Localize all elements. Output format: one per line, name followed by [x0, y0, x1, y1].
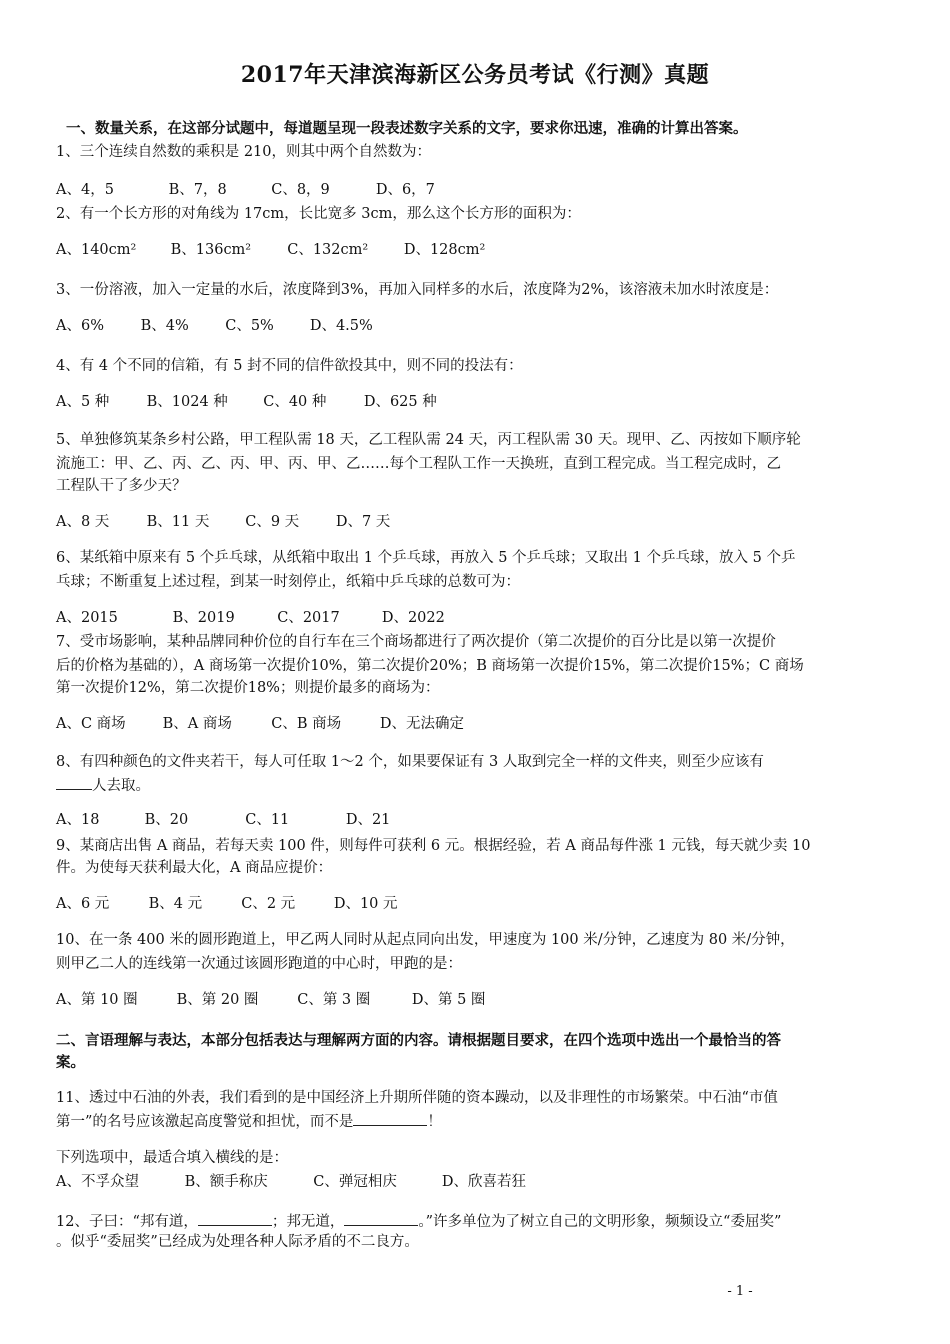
section-heading-verbal-line-2: 案。: [56, 1054, 85, 1071]
question-10-line-2: 则甲乙二人的连线第一次通过该圆形跑道的中心时，甲跑的是：: [56, 956, 462, 972]
option-a: A、4，5: [56, 182, 114, 198]
question-5-options: [56, 512, 896, 533]
option-c: C、2 元: [241, 896, 296, 912]
option-b: B、4 元: [148, 896, 203, 912]
question-6-options: [56, 608, 896, 629]
question-9-line-2: 件。为使每天获利最大化，A 商品应提价：: [56, 860, 333, 876]
question-8-options: [56, 810, 896, 831]
option-c: C、40 种: [263, 394, 327, 410]
option-a: A、6%: [56, 318, 104, 334]
question-8-line-1: 8、有四种颜色的文件夹若干，每人可任取 1～2 个，如果要保证有 3 人取到完全一样的文件夹，则至少应该有: [56, 754, 764, 770]
question-7-line-3: 第一次提价12%，第二次提价18%；则提价最多的商场为：: [56, 680, 440, 696]
option-c: C、弹冠相庆: [313, 1174, 397, 1190]
question-4-options: [56, 392, 896, 413]
question-12-text-a: 12、子曰：“邦有道，: [56, 1214, 198, 1230]
option-c: C、132cm²: [287, 242, 369, 258]
option-d: D、4.5%: [309, 318, 373, 334]
page-number: - 1 -: [727, 1284, 753, 1299]
option-b: B、7，8: [168, 182, 227, 198]
option-d: D、21: [345, 812, 391, 828]
question-1: 1、三个连续自然数的乘积是 210，则其中两个自然数为：: [56, 144, 432, 160]
option-c: C、8，9: [271, 182, 330, 198]
option-c: C、9 天: [245, 514, 300, 530]
question-5-line-3: 工程队干了多少天？: [56, 478, 187, 494]
option-b: B、1024 种: [146, 394, 228, 410]
question-9-line-1: 9、某商店出售 A 商品，若每天卖 100 件，则每件可获利 6 元。根据经验，若 A 商品每件涨 1 元钱，每天就少卖 10: [56, 838, 811, 854]
option-a: A、不孚众望: [56, 1174, 139, 1190]
question-6-line-2: 乓球；不断重复上述过程，到某一时刻停止，纸箱中乒乓球的总数可为：: [56, 574, 520, 590]
answer-blank: [56, 774, 92, 790]
question-1-options: [56, 180, 896, 201]
question-9-options: [56, 894, 896, 915]
question-11-prompt: 下列选项中，最适合填入横线的是：: [56, 1150, 288, 1166]
question-11-options: [56, 1172, 896, 1193]
question-12-line-2: 。似乎“委屈奖”已经成为处理各种人际矛盾的不二良方。: [56, 1234, 419, 1250]
option-c: C、第 3 圈: [297, 992, 371, 1008]
option-a: A、18: [56, 812, 100, 828]
question-12-text-c: 。”许多单位为了树立自己的文明形象，频频设立“委屈奖”: [418, 1214, 782, 1230]
question-11-line-1: 11、透过中石油的外表，我们看到的是中国经济上升期所伴随的资本躁动，以及非理性的市场繁荣。中石油“市值: [56, 1090, 778, 1106]
question-7-line-2: 后的价格为基础的），A 商场第一次提价10%，第二次提价20%；B 商场第一次提价15%，第二次提价15%；C 商场: [56, 658, 804, 674]
option-b: B、A 商场: [162, 716, 232, 732]
option-a: A、第 10 圈: [56, 992, 138, 1008]
question-2-options: [56, 240, 896, 261]
option-d: D、7 天: [335, 514, 391, 530]
question-7-line-1: 7、受市场影响，某种品牌同种价位的自行车在三个商场都进行了两次提价（第二次提价的百分比是以第一次提价: [56, 634, 776, 650]
option-d: D、6，7: [375, 182, 435, 198]
answer-blank-1: [198, 1210, 272, 1226]
option-d: D、无法确定: [379, 716, 464, 732]
answer-blank: [353, 1110, 427, 1126]
question-2: 2、有一个长方形的对角线为 17cm，长比宽多 3cm，那么这个长方形的面积为：: [56, 206, 581, 222]
section-heading-verbal-line-1: 二、言语理解与表达，本部分包括表达与理解两方面的内容。请根据题目要求，在四个选项中选出一个最恰当的答: [56, 1032, 781, 1049]
question-10-line-1: 10、在一条 400 米的圆形跑道上，甲乙两人同时从起点同向出发，甲速度为 100 米/分钟，乙速度为 80 米/分钟，: [56, 932, 795, 948]
option-b: B、20: [144, 812, 189, 828]
option-d: D、10 元: [333, 896, 398, 912]
option-a: A、6 元: [56, 896, 110, 912]
question-5-line-1: 5、单独修筑某条乡村公路，甲工程队需 18 天，乙工程队需 24 天，丙工程队需 30 天。现甲、乙、丙按如下顺序轮: [56, 432, 801, 448]
question-3: 3、一份溶液，加入一定量的水后，浓度降到3%，再加入同样多的水后，浓度降为2%，该溶液未加水时浓度是：: [56, 282, 779, 298]
question-12-text-b: ；邦无道，: [271, 1214, 345, 1230]
option-b: B、额手称庆: [184, 1174, 268, 1190]
question-7-options: [56, 714, 896, 735]
option-a: A、C 商场: [56, 716, 126, 732]
option-d: D、欣喜若狂: [441, 1174, 526, 1190]
question-6-line-1: 6、某纸箱中原来有 5 个乒乓球，从纸箱中取出 1 个乒乓球，再放入 5 个乒乓球；又取出 1 个乒乓球，放入 5 个乒: [56, 550, 796, 566]
option-a: A、8 天: [56, 514, 110, 530]
option-d: D、第 5 圈: [411, 992, 486, 1008]
option-b: B、2019: [172, 610, 235, 626]
option-a: A、2015: [56, 610, 118, 626]
question-8-line-2: [56, 774, 896, 797]
option-b: B、136cm²: [170, 242, 252, 258]
option-c: C、11: [245, 812, 290, 828]
section-heading-quantitative: 一、数量关系，在这部分试题中，每道题呈现一段表述数字关系的文字，要求你迅速，准确的计算出答案。: [66, 120, 748, 137]
option-b: B、第 20 圈: [176, 992, 259, 1008]
question-8-text: 人去取。: [92, 778, 150, 794]
option-d: D、128cm²: [403, 242, 486, 258]
question-11-line-2: [56, 1110, 896, 1133]
document-title: 2017年天津滨海新区公务员考试《行测》真题: [240, 62, 710, 88]
question-5-line-2: 流施工：甲、乙、丙、乙、丙、甲、丙、甲、乙……每个工程队工作一天换班，直到工程完成。当工程完成时，乙: [56, 456, 781, 472]
option-c: C、2017: [277, 610, 340, 626]
question-10-options: [56, 990, 896, 1011]
question-11-text: 第一”的名号应该激起高度警觉和担忧，而不是: [56, 1114, 354, 1130]
option-b: B、11 天: [146, 514, 210, 530]
answer-blank-2: [344, 1210, 418, 1226]
option-a: A、140cm²: [56, 242, 137, 258]
question-3-options: [56, 316, 896, 337]
option-d: D、2022: [381, 610, 445, 626]
option-c: C、B 商场: [271, 716, 342, 732]
question-11-end: ！: [427, 1114, 442, 1130]
question-4: 4、有 4 个不同的信箱，有 5 封不同的信件欲投其中，则不同的投法有：: [56, 358, 523, 374]
option-b: B、4%: [140, 318, 189, 334]
option-d: D、625 种: [363, 394, 437, 410]
option-a: A、5 种: [56, 394, 110, 410]
question-12-line-1: [56, 1210, 896, 1233]
option-c: C、5%: [225, 318, 274, 334]
